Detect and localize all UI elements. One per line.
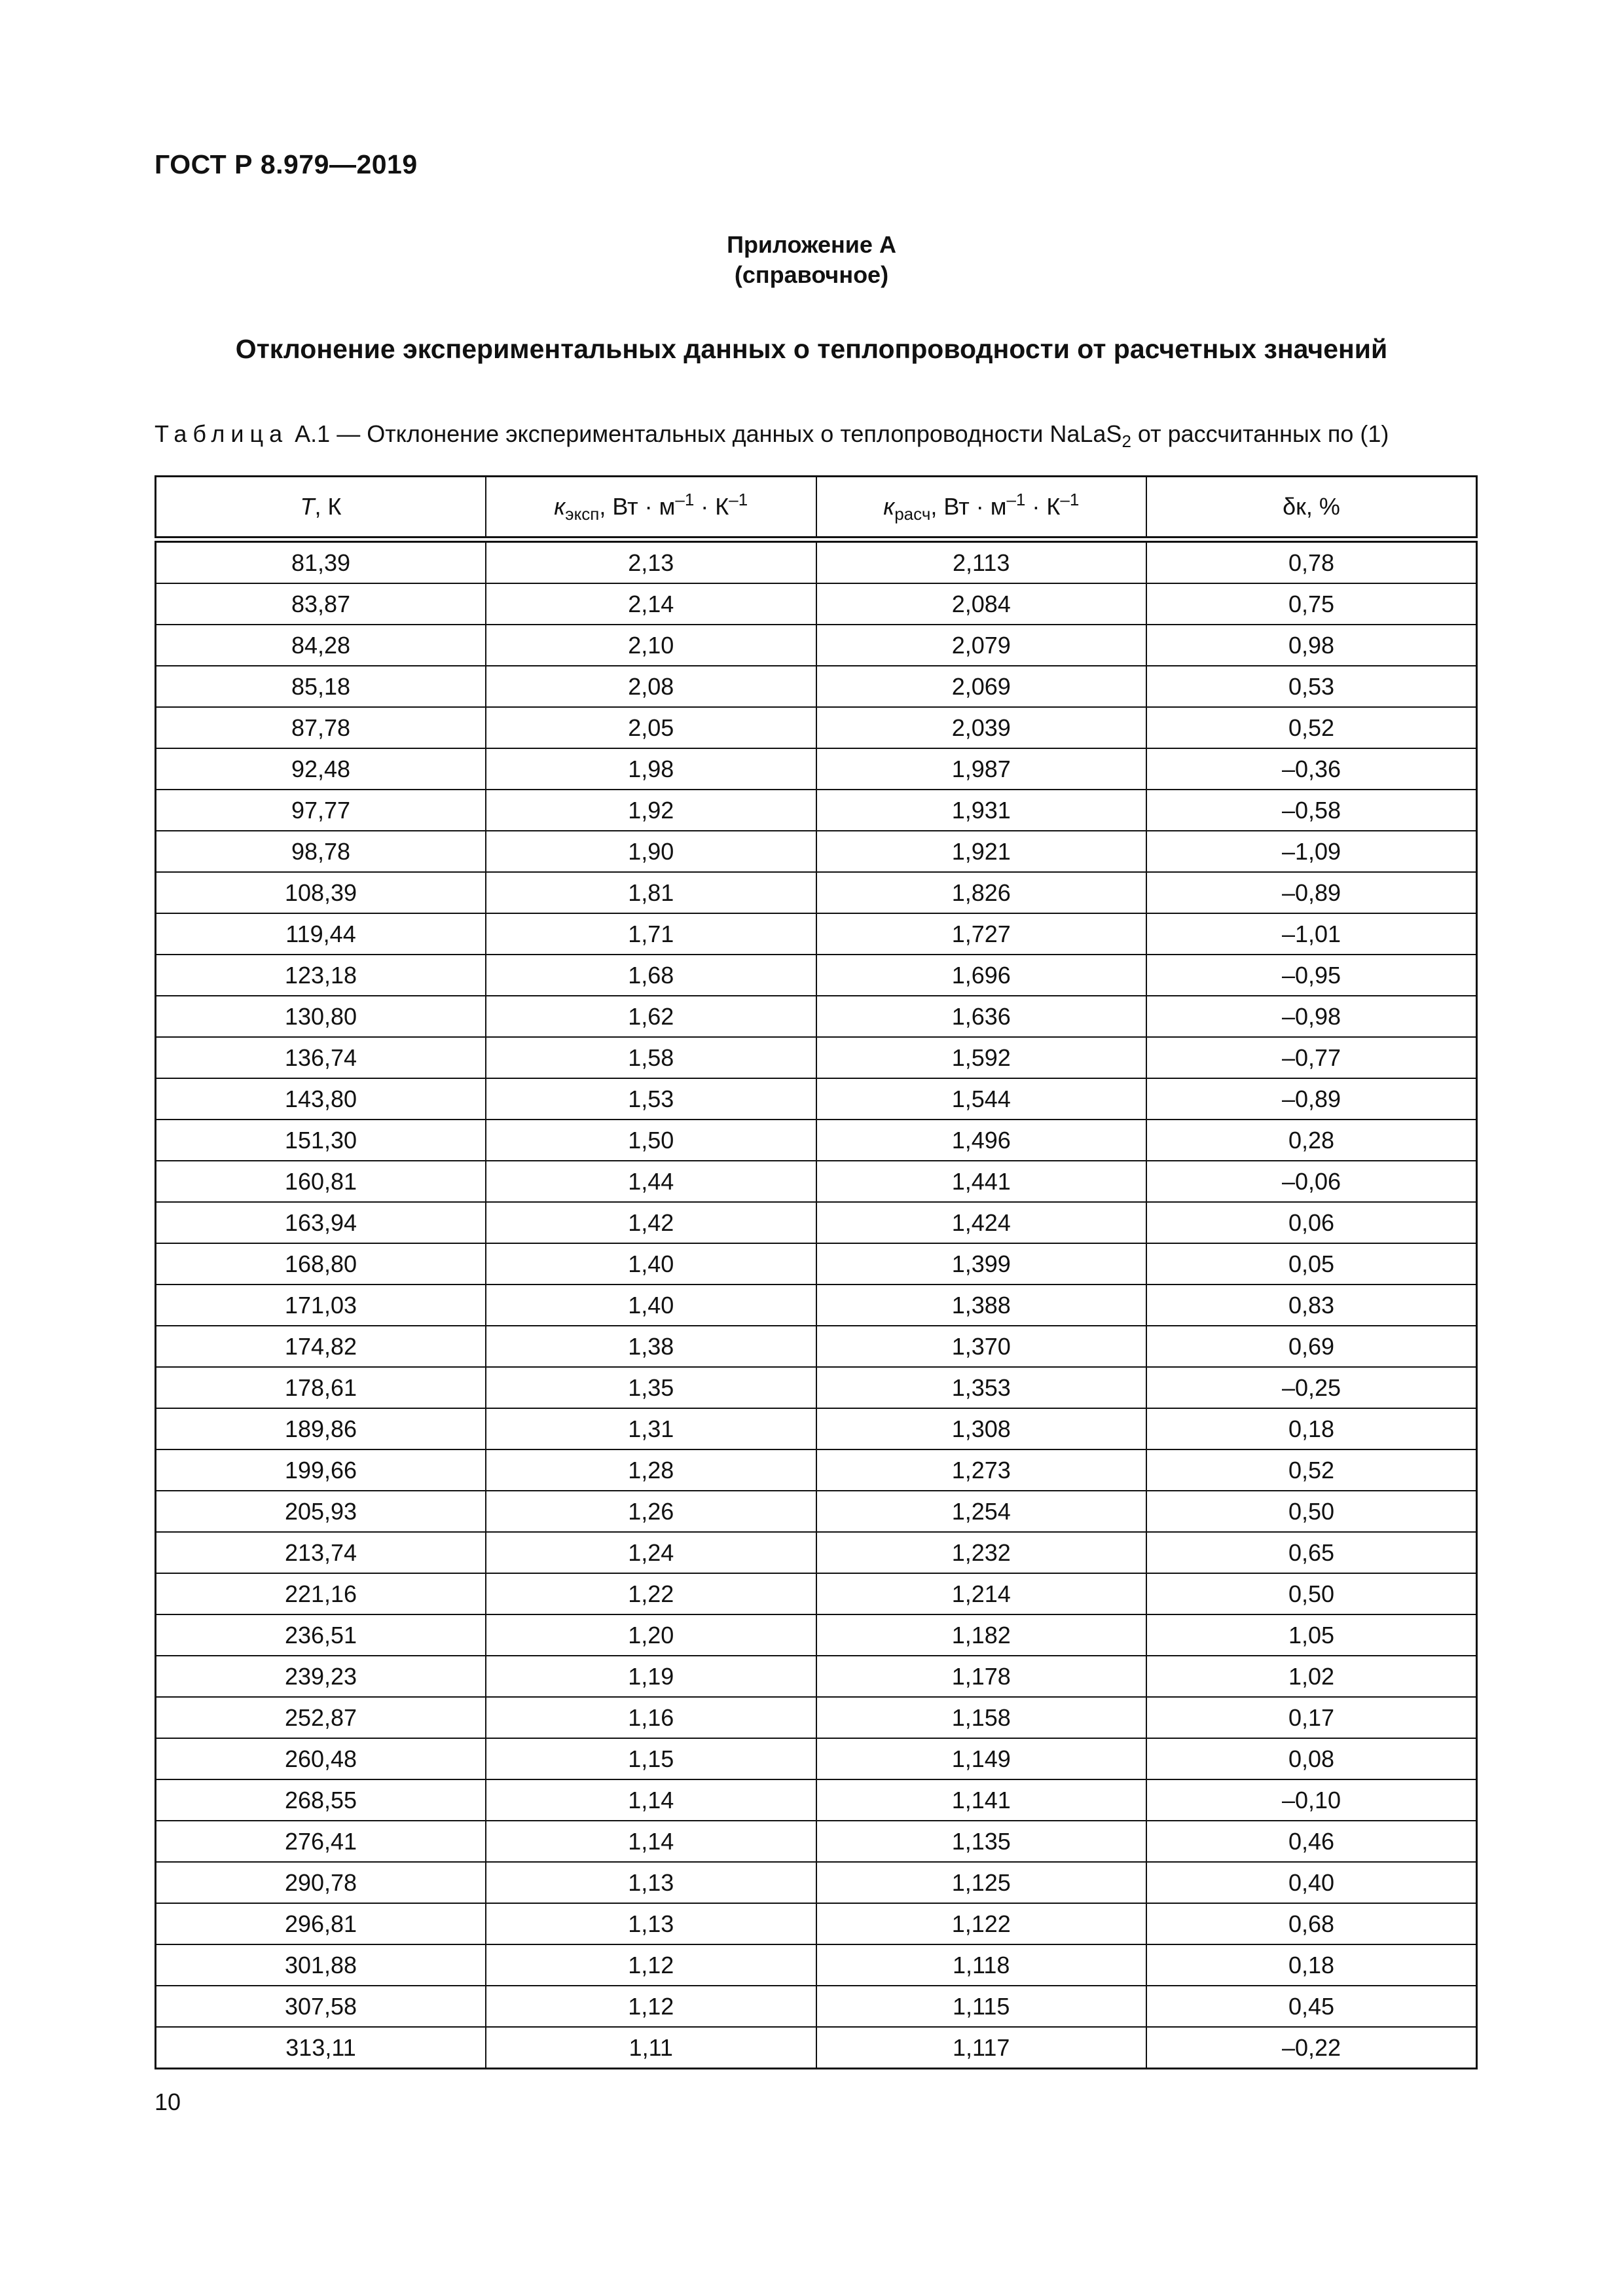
table-cell: 0,68 xyxy=(1146,1903,1477,1944)
table-cell: 2,084 xyxy=(816,583,1147,625)
table-cell: 1,90 xyxy=(486,831,816,872)
table-cell: 290,78 xyxy=(156,1862,486,1903)
table-cell: 1,16 xyxy=(486,1697,816,1738)
table-cell: 1,24 xyxy=(486,1532,816,1573)
table-cell: 1,987 xyxy=(816,748,1147,790)
table-cell: 1,53 xyxy=(486,1078,816,1120)
table-cell: 1,921 xyxy=(816,831,1147,872)
table-cell: 143,80 xyxy=(156,1078,486,1120)
table-cell: 1,826 xyxy=(816,872,1147,913)
table-cell: 1,40 xyxy=(486,1243,816,1285)
table-cell: 1,388 xyxy=(816,1285,1147,1326)
table-row xyxy=(156,666,1477,707)
table-row xyxy=(156,913,1477,955)
table-cell: 1,58 xyxy=(486,1037,816,1078)
table-cell: 168,80 xyxy=(156,1243,486,1285)
table-cell: 174,82 xyxy=(156,1326,486,1367)
table-cell: 1,50 xyxy=(486,1120,816,1161)
table-cell: 1,15 xyxy=(486,1738,816,1779)
table-cell: 1,178 xyxy=(816,1656,1147,1697)
table-cell: 163,94 xyxy=(156,1202,486,1243)
table-cell: 1,254 xyxy=(816,1491,1147,1532)
table-cell: 0,53 xyxy=(1146,666,1477,707)
table-row xyxy=(156,707,1477,748)
table-cell: 151,30 xyxy=(156,1120,486,1161)
table-cell: 0,78 xyxy=(1146,539,1477,583)
table-cell: –1,01 xyxy=(1146,913,1477,955)
table-row xyxy=(156,1532,1477,1573)
caption-text: А.1 — Отклонение экспериментальных данных о теплопроводности NaLaS xyxy=(288,420,1122,447)
header-kappa-calculated: $к_{расч}$, Вт · $м^{-1} \cdot К^{-1}$ xyxy=(816,477,1147,540)
table-cell: 1,13 xyxy=(486,1903,816,1944)
table-cell: 84,28 xyxy=(156,625,486,666)
table-cell: 1,31 xyxy=(486,1408,816,1449)
header-temperature: T, К xyxy=(156,477,486,540)
table-cell: 1,68 xyxy=(486,955,816,996)
table-row xyxy=(156,996,1477,1037)
table-cell: 1,19 xyxy=(486,1656,816,1697)
table-cell: 2,079 xyxy=(816,625,1147,666)
table-row xyxy=(156,872,1477,913)
table-cell: 1,22 xyxy=(486,1573,816,1614)
table-cell: 260,48 xyxy=(156,1738,486,1779)
table-cell: 160,81 xyxy=(156,1161,486,1202)
table-cell: 0,69 xyxy=(1146,1326,1477,1367)
table-cell: 1,12 xyxy=(486,1944,816,1986)
table-row xyxy=(156,1326,1477,1367)
table-row xyxy=(156,1821,1477,1862)
section-heading: Отклонение экспериментальных данных о теплопроводности от расчетных значений xyxy=(235,334,1388,364)
document-code: ГОСТ Р 8.979—2019 xyxy=(155,149,418,179)
table-cell: 83,87 xyxy=(156,583,486,625)
table-cell: 1,35 xyxy=(486,1367,816,1408)
table-cell: 0,18 xyxy=(1146,1944,1477,1986)
table-row xyxy=(156,1202,1477,1243)
table-cell: 307,58 xyxy=(156,1986,486,2027)
data-table xyxy=(155,475,1478,2069)
table-cell: 81,39 xyxy=(156,539,486,583)
table-row xyxy=(156,831,1477,872)
table-cell: 136,74 xyxy=(156,1037,486,1078)
table-row xyxy=(156,2027,1477,2069)
table-cell: 0,05 xyxy=(1146,1243,1477,1285)
table-cell: 1,12 xyxy=(486,1986,816,2027)
table-cell: 313,11 xyxy=(156,2027,486,2069)
table-cell: 1,496 xyxy=(816,1120,1147,1161)
table-cell: 1,44 xyxy=(486,1161,816,1202)
table-row xyxy=(156,1738,1477,1779)
table-cell: 199,66 xyxy=(156,1449,486,1491)
table-cell: 0,18 xyxy=(1146,1408,1477,1449)
table-cell: 1,232 xyxy=(816,1532,1147,1573)
table-cell: 1,81 xyxy=(486,872,816,913)
table-cell: 2,08 xyxy=(486,666,816,707)
table-row xyxy=(156,1037,1477,1078)
table-row xyxy=(156,1120,1477,1161)
table-cell: 1,98 xyxy=(486,748,816,790)
table-caption xyxy=(155,420,1389,451)
table-row xyxy=(156,955,1477,996)
table-cell: 0,65 xyxy=(1146,1532,1477,1573)
table-cell: 213,74 xyxy=(156,1532,486,1573)
table-row xyxy=(156,1697,1477,1738)
table-cell: 1,158 xyxy=(816,1697,1147,1738)
table-cell: 2,05 xyxy=(486,707,816,748)
table-cell: –0,36 xyxy=(1146,748,1477,790)
table-cell: 1,308 xyxy=(816,1408,1147,1449)
table-cell: 0,17 xyxy=(1146,1697,1477,1738)
table-cell: 1,353 xyxy=(816,1367,1147,1408)
table-cell: 85,18 xyxy=(156,666,486,707)
header-deviation: δк, % xyxy=(1146,477,1477,540)
table-cell: –0,58 xyxy=(1146,790,1477,831)
table-cell: –0,25 xyxy=(1146,1367,1477,1408)
table-row xyxy=(156,1367,1477,1408)
table-cell: 98,78 xyxy=(156,831,486,872)
table-row xyxy=(156,583,1477,625)
table-cell: 0,50 xyxy=(1146,1491,1477,1532)
table-cell: 1,696 xyxy=(816,955,1147,996)
table-row xyxy=(156,1078,1477,1120)
table-cell: 0,52 xyxy=(1146,707,1477,748)
table-cell: 1,592 xyxy=(816,1037,1147,1078)
table-cell: 1,26 xyxy=(486,1491,816,1532)
table-cell: 1,42 xyxy=(486,1202,816,1243)
table-cell: 268,55 xyxy=(156,1779,486,1821)
table-cell: 87,78 xyxy=(156,707,486,748)
table-cell: 1,14 xyxy=(486,1779,816,1821)
table-cell: 252,87 xyxy=(156,1697,486,1738)
table-cell: 1,38 xyxy=(486,1326,816,1367)
table-cell: 1,727 xyxy=(816,913,1147,955)
table-cell: 1,11 xyxy=(486,2027,816,2069)
table-cell: 1,13 xyxy=(486,1862,816,1903)
table-row xyxy=(156,1779,1477,1821)
table-cell: 0,08 xyxy=(1146,1738,1477,1779)
table-row xyxy=(156,539,1477,583)
table-cell: 301,88 xyxy=(156,1944,486,1986)
table-cell: 2,113 xyxy=(816,539,1147,583)
table-cell: 236,51 xyxy=(156,1614,486,1656)
table-cell: 1,40 xyxy=(486,1285,816,1326)
table-cell: 0,46 xyxy=(1146,1821,1477,1862)
table-cell: 2,13 xyxy=(486,539,816,583)
table-cell: 1,636 xyxy=(816,996,1147,1037)
table-cell: 2,069 xyxy=(816,666,1147,707)
table-cell: 130,80 xyxy=(156,996,486,1037)
table-cell: 205,93 xyxy=(156,1491,486,1532)
table-cell: 1,931 xyxy=(816,790,1147,831)
table-cell: 92,48 xyxy=(156,748,486,790)
table-cell: 2,10 xyxy=(486,625,816,666)
table-cell: 0,45 xyxy=(1146,1986,1477,2027)
table-header-row xyxy=(156,477,1477,540)
table-cell: 1,370 xyxy=(816,1326,1147,1367)
table-cell: 276,41 xyxy=(156,1821,486,1862)
table-cell: 1,28 xyxy=(486,1449,816,1491)
table-row xyxy=(156,1614,1477,1656)
table-cell: 1,118 xyxy=(816,1944,1147,1986)
table-cell: 1,14 xyxy=(486,1821,816,1862)
table-row xyxy=(156,1986,1477,2027)
table-row xyxy=(156,1161,1477,1202)
table-cell: 0,06 xyxy=(1146,1202,1477,1243)
table-cell: 1,62 xyxy=(486,996,816,1037)
table-row xyxy=(156,1449,1477,1491)
table-cell: –0,95 xyxy=(1146,955,1477,996)
appendix-title: Приложение А xyxy=(727,231,896,258)
table-cell: 1,424 xyxy=(816,1202,1147,1243)
table-cell: 1,214 xyxy=(816,1573,1147,1614)
table-row xyxy=(156,1491,1477,1532)
table-cell: 1,115 xyxy=(816,1986,1147,2027)
table-row xyxy=(156,625,1477,666)
table-cell: 0,28 xyxy=(1146,1120,1477,1161)
table-cell: 239,23 xyxy=(156,1656,486,1697)
table-cell: –0,10 xyxy=(1146,1779,1477,1821)
table-cell: 0,83 xyxy=(1146,1285,1477,1326)
table-cell: 1,135 xyxy=(816,1821,1147,1862)
table-cell: –0,98 xyxy=(1146,996,1477,1037)
table-cell: 189,86 xyxy=(156,1408,486,1449)
table-cell: 1,71 xyxy=(486,913,816,955)
table-row xyxy=(156,1656,1477,1697)
table-cell: –0,89 xyxy=(1146,1078,1477,1120)
table-cell: –0,89 xyxy=(1146,872,1477,913)
table-cell: 1,125 xyxy=(816,1862,1147,1903)
caption-label: Таблица xyxy=(155,420,289,447)
appendix-subtitle: (справочное) xyxy=(734,261,889,288)
table-cell: 178,61 xyxy=(156,1367,486,1408)
table-cell: 0,98 xyxy=(1146,625,1477,666)
table-row xyxy=(156,1243,1477,1285)
table-cell: 2,14 xyxy=(486,583,816,625)
table-cell: 119,44 xyxy=(156,913,486,955)
table-cell: –0,06 xyxy=(1146,1161,1477,1202)
caption-tail: от рассчитанных по (1) xyxy=(1131,420,1389,447)
table-cell: 1,02 xyxy=(1146,1656,1477,1697)
table-cell: 1,05 xyxy=(1146,1614,1477,1656)
table-cell: 1,544 xyxy=(816,1078,1147,1120)
table-cell: 108,39 xyxy=(156,872,486,913)
table-cell: 1,149 xyxy=(816,1738,1147,1779)
table-row xyxy=(156,1408,1477,1449)
table-cell: 0,52 xyxy=(1146,1449,1477,1491)
table-cell: 0,50 xyxy=(1146,1573,1477,1614)
table-cell: 123,18 xyxy=(156,955,486,996)
table-cell: 1,20 xyxy=(486,1614,816,1656)
table-row xyxy=(156,1862,1477,1903)
table-row xyxy=(156,1573,1477,1614)
table-cell: –0,22 xyxy=(1146,2027,1477,2069)
table-cell: 97,77 xyxy=(156,790,486,831)
table-cell: –1,09 xyxy=(1146,831,1477,872)
page-number: 10 xyxy=(155,2088,181,2115)
table-cell: 1,117 xyxy=(816,2027,1147,2069)
table-cell: 1,122 xyxy=(816,1903,1147,1944)
table-cell: 1,141 xyxy=(816,1779,1147,1821)
caption-formula-subscript: 2 xyxy=(1122,431,1131,451)
table-cell: –0,77 xyxy=(1146,1037,1477,1078)
table-cell: 171,03 xyxy=(156,1285,486,1326)
table-cell: 1,399 xyxy=(816,1243,1147,1285)
table-row xyxy=(156,1285,1477,1326)
table-cell: 1,182 xyxy=(816,1614,1147,1656)
table-row xyxy=(156,748,1477,790)
table-cell: 0,75 xyxy=(1146,583,1477,625)
table-cell: 2,039 xyxy=(816,707,1147,748)
table-cell: 1,92 xyxy=(486,790,816,831)
table-row xyxy=(156,1903,1477,1944)
table-row xyxy=(156,790,1477,831)
header-kappa-experimental: $к_{эксп}$, Вт · $м^{-1} \cdot К^{-1}$ xyxy=(486,477,816,540)
table-cell: 1,441 xyxy=(816,1161,1147,1202)
table-cell: 0,40 xyxy=(1146,1862,1477,1903)
table-cell: 221,16 xyxy=(156,1573,486,1614)
table-row xyxy=(156,1944,1477,1986)
table-cell: 1,273 xyxy=(816,1449,1147,1491)
table-cell: 296,81 xyxy=(156,1903,486,1944)
